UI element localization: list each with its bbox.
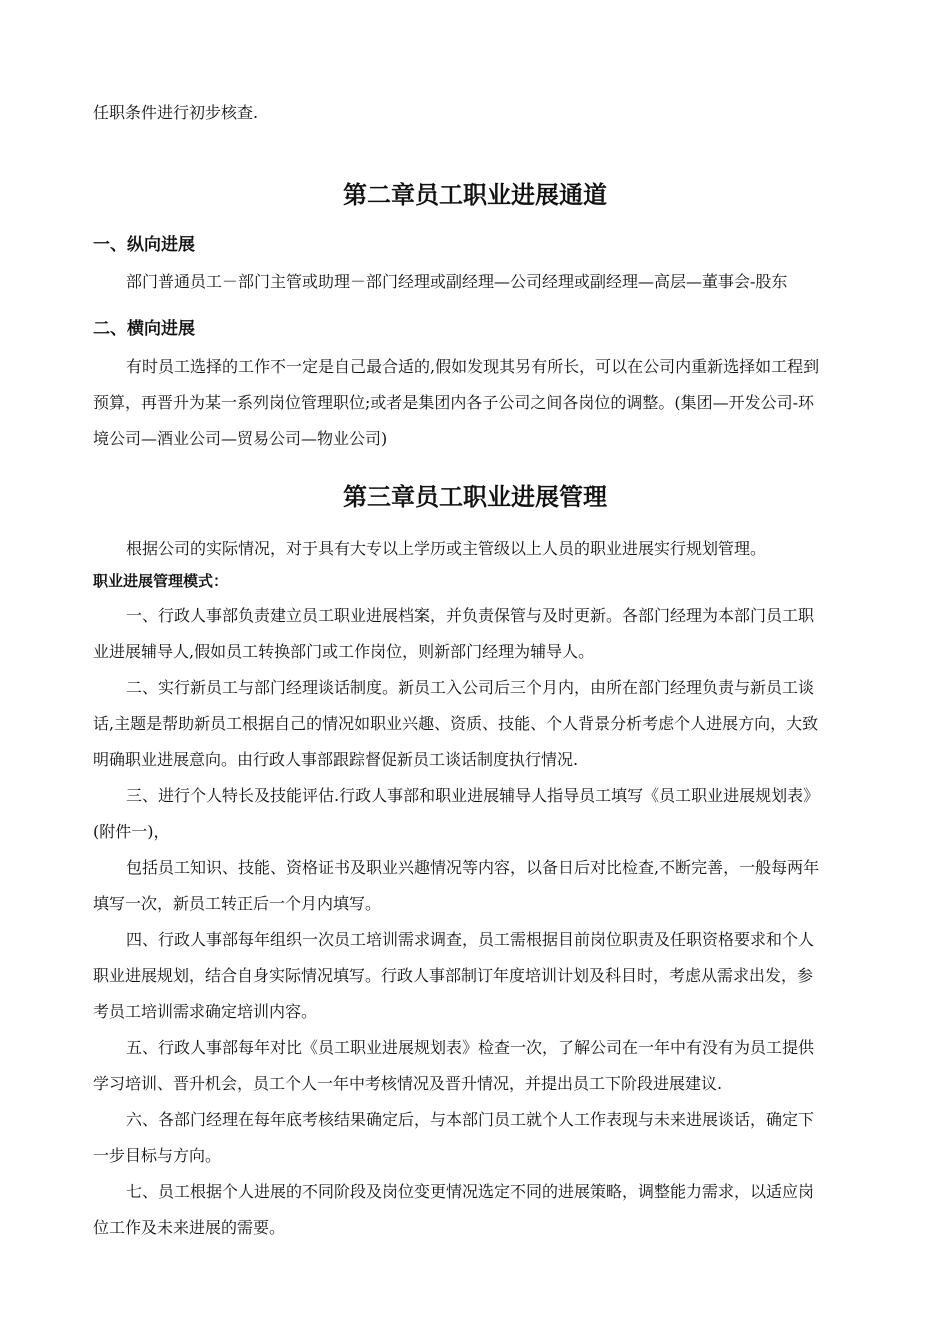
paragraph-line: 三、进行个人特长及技能评估.行政人事部和职业进展辅导人指导员工填写《员工职业进展规划表》 [126,786,820,805]
paragraph-line: 有时员工选择的工作不一定是自己最合适的,假如发现其另有所长，可以在公司内重新选择如工程到 [126,357,820,376]
paragraph-line: 一步目标与方向。 [93,1146,222,1165]
continuation-line: 任职条件进行初步核查. [93,103,259,122]
section-horizontal-title: 二、横向进展 [93,319,195,339]
paragraph-line: 境公司—酒业公司—贸易公司—物业公司) [93,429,388,448]
paragraph-line: 二、实行新员工与部门经理谈话制度。新员工入公司后三个月内，由所在部门经理负责与新员工谈 [126,678,815,697]
paragraph-line: 明确职业进展意向。由行政人事部跟踪督促新员工谈话制度执行情况. [93,750,579,769]
paragraph-line: 学习培训、晋升机会，员工个人一年中考核情况及晋升情况，并提出员工下阶段进展建议. [93,1074,723,1093]
paragraph-line: 话,主题是帮助新员工根据自己的情况如职业兴趣、资质、技能、个人背景分析考虑个人进展方向，大致 [93,714,819,733]
chapter2-title: 第二章员工职业进展通道 [343,180,607,209]
paragraph-line: 包括员工知识、技能、资格证书及职业兴趣情况等内容，以备日后对比检查,不断完善，一般每两年 [126,858,820,877]
paragraph-line: 考员工培训需求确定培训内容。 [93,1002,318,1021]
paragraph-line: 职业进展规划，结合自身实际情况填写。行政人事部制订年度培训计划及科目时，考虑从需求出发，参 [93,966,814,985]
paragraph-line: 位工作及未来进展的需要。 [93,1218,286,1237]
management-mode-title: 职业进展管理模式： [93,572,229,590]
paragraph-line: 七、员工根据个人进展的不同阶段及岗位变更情况选定不同的进展策略，调整能力需求，以适应岗 [126,1182,815,1201]
paragraph-line: 业进展辅导人,假如员工转换部门或工作岗位，则新部门经理为辅导人。 [93,642,595,661]
paragraph-line: 一、行政人事部负责建立员工职业进展档案，并负责保管与及时更新。各部门经理为本部门员工职 [126,606,815,625]
paragraph-line: 六、各部门经理在每年底考核结果确定后，与本部门员工就个人工作表现与未来进展谈话，确定下 [126,1110,815,1129]
section-vertical-title: 一、纵向进展 [93,235,195,255]
paragraph-line: 预算，再晋升为某一系列岗位管理职位;或者是集团内各子公司之间各岗位的调整。(集团—开发公司-环 [93,393,815,412]
paragraph-line: 五、行政人事部每年对比《员工职业进展规划表》检查一次，了解公司在一年中有没有为员工提供 [126,1038,815,1057]
paragraph-line: (附件一)， [93,822,170,841]
paragraph-line: 四、行政人事部每年组织一次员工培训需求调查，员工需根据目前岗位职责及任职资格要求和个人 [126,930,815,949]
chapter3-intro: 根据公司的实际情况，对于具有大专以上学历或主管级以上人员的职业进展实行规划管理。 [126,539,767,558]
vertical-path-text: 部门普通员工－部门主管或助理－部门经理或副经理—公司经理或副经理—高层—董事会-股东 [126,272,788,291]
paragraph-line: 填写一次，新员工转正后一个月内填写。 [93,894,382,913]
chapter3-title: 第三章员工职业进展管理 [343,482,607,511]
